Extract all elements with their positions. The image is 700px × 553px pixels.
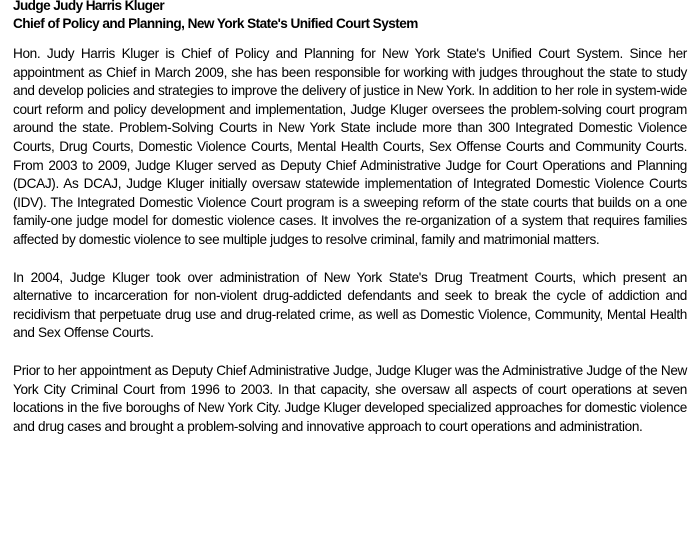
bio-role-subheading: Chief of Policy and Planning, New York State's Unified Court System <box>13 16 418 31</box>
bio-paragraph-3: Prior to her appointment as Deputy Chief Administrative Judge, Judge Kluger was the Administrative Judge of the New York City Criminal Court from 1996 to 2003. In that capacity, she oversaw all aspects of court operations at seven locations in the five boroughs of New York City. Judge Kluger developed specialized approaches for domestic violence and drug cases and brought a problem-solving and innovative approach to court operations and administration. <box>13 362 687 434</box>
bio-paragraph-2: In 2004, Judge Kluger took over administration of New York State's Drug Treatment Courts, which present an alternative to incarceration for non-violent drug-addicted defendants and seek to break the cycle of addiction and recidivism that perpetuate drug use and drug-related crime, as well as Domestic Violence, Community, Mental Health and Sex Offense Courts. <box>13 269 687 341</box>
bio-name-heading: Judge Judy Harris Kluger <box>13 0 165 13</box>
bio-paragraph-1: Hon. Judy Harris Kluger is Chief of Policy and Planning for New York State's Unified Court System. Since her appointment as Chief in March 2009, she has been responsible for working with judges throughout the state to study and develop policies and strategies to improve the delivery of justice in New York. In addition to her role in system-wide court reform and policy development and implementation, Judge Kluger oversees the problem-solving court program around the state. Problem-Solving Courts in New York State include more than 300 Integrated Domestic Violence Courts, Drug Courts, Domestic Violence Courts, Mental Health Courts, Sex Offense Courts and Community Courts. From 2003 to 2009, Judge Kluger served as Deputy Chief Administrative Judge for Court Operations and Planning (DCAJ). As DCAJ, Judge Kluger initially oversaw statewide implementation of Integrated Domestic Violence Courts (IDV). The Integrated Domestic Violence Court program is a sweeping reform of the state courts that builds on a one family-one judge model for domestic violence cases. It involves the re-organization of a system that requires families affected by domestic violence to see multiple judges to resolve criminal, family and matrimonial matters. <box>13 46 687 247</box>
